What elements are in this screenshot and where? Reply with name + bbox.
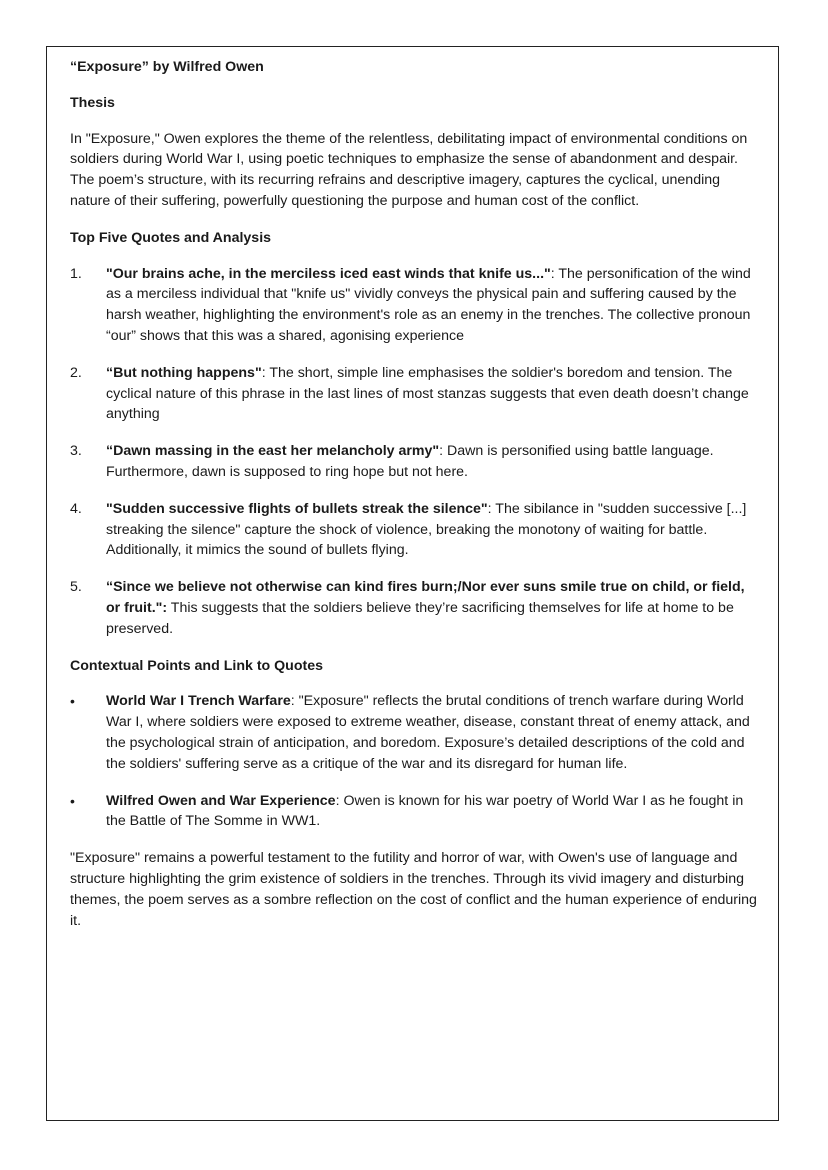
context-term: Wilfred Owen and War Experience — [106, 792, 336, 809]
quote-body — [106, 577, 760, 639]
quote-text: "Our brains ache, in the merciless iced east winds that knife us..." — [106, 265, 551, 282]
context-term: World War I Trench Warfare — [106, 693, 291, 710]
context-body — [106, 791, 760, 833]
quote-number: 2. — [70, 364, 82, 381]
quotes-heading: Top Five Quotes and Analysis — [70, 229, 272, 246]
bullet-icon: • — [70, 693, 75, 710]
quote-item-4 — [70, 499, 760, 561]
quote-number: 1. — [70, 265, 82, 282]
quote-text: “But nothing happens" — [106, 364, 262, 381]
thesis-heading: Thesis — [70, 94, 115, 111]
context-heading: Contextual Points and Link to Quotes — [70, 657, 324, 674]
quote-body — [106, 441, 760, 483]
quote-analysis: : The personification of the wind as a merciless individual that "knife us" vividly conveys the physical pain and suffering caused by the harsh weather, highlighting the environment's role as an enemy in the trenches. The collective pronoun “our” shows that this was a shared, agonising experience — [106, 265, 751, 344]
quotes-list — [70, 264, 760, 640]
quote-item-2 — [70, 363, 760, 425]
document-title: “Exposure” by Wilfred Owen — [70, 59, 264, 75]
quote-number: 3. — [70, 443, 82, 460]
bullet-icon: • — [70, 792, 75, 809]
quote-body — [106, 363, 760, 425]
context-item-1 — [70, 691, 760, 774]
document-body — [70, 57, 760, 947]
quote-analysis: : Dawn is personified using battle language. Furthermore, dawn is supposed to ring hope but not here. — [106, 443, 714, 480]
context-text: : "Exposure" reflects the brutal conditions of trench warfare during World War I, where soldiers were exposed to extreme weather, disease, constant threat of enemy attack, and the psychological strain of anticipation, and boredom. Exposure’s detailed descriptions of the cold and the soldiers' suffering serve as a critique of the war and its disregard for human life. — [106, 693, 750, 772]
context-list — [70, 691, 760, 832]
quote-analysis: This suggests that the soldiers believe they’re sacrificing themselves for life at home to be preserved. — [106, 599, 734, 637]
quote-number: 4. — [70, 500, 82, 517]
quote-text: “Dawn massing in the east her melancholy army" — [106, 443, 440, 460]
context-item-2 — [70, 791, 760, 833]
conclusion-paragraph: "Exposure" remains a powerful testament to the futility and horror of war, with Owen's use of language and structure highlighting the grim existence of soldiers in the trenches. Through its vivid imagery and disturbing themes, the poem serves as a sombre reflection on the cost of conflict and the human experience of enduring it. — [70, 850, 757, 929]
quote-item-1 — [70, 264, 760, 347]
quote-analysis: : The sibilance in "sudden successive [...] streaking the silence" capture the shock of violence, breaking the monotony of waiting for battle. Additionally, it mimics the sound of bullets flying. — [106, 500, 747, 559]
thesis-paragraph: In "Exposure," Owen explores the theme of the relentless, debilitating impact of environmental conditions on soldiers during World War I, using poetic techniques to emphasize the sense of abandonment and despair. The poem’s structure, with its recurring refrains and descriptive imagery, captures the cyclical, unending nature of their suffering, powerfully questioning the purpose and human cost of the conflict. — [70, 130, 748, 209]
quote-text: “Since we believe not otherwise can kind fires burn;/Nor ever suns smile true on child, or field, or fruit.": — [106, 579, 745, 616]
quote-text: "Sudden successive flights of bullets streak the silence" — [106, 500, 488, 517]
quote-number: 5. — [70, 579, 82, 596]
quote-item-5 — [70, 577, 760, 639]
quote-body — [106, 264, 760, 347]
quote-analysis: : The short, simple line emphasises the soldier's boredom and tension. The cyclical nature of this phrase in the last lines of most stanzas suggests that even death doesn’t change anything — [106, 364, 749, 423]
context-body — [106, 691, 760, 774]
quote-body — [106, 499, 760, 561]
context-text: : Owen is known for his war poetry of World War I as he fought in the Battle of The Somme in WW1. — [106, 792, 744, 830]
quote-item-3 — [70, 441, 760, 483]
